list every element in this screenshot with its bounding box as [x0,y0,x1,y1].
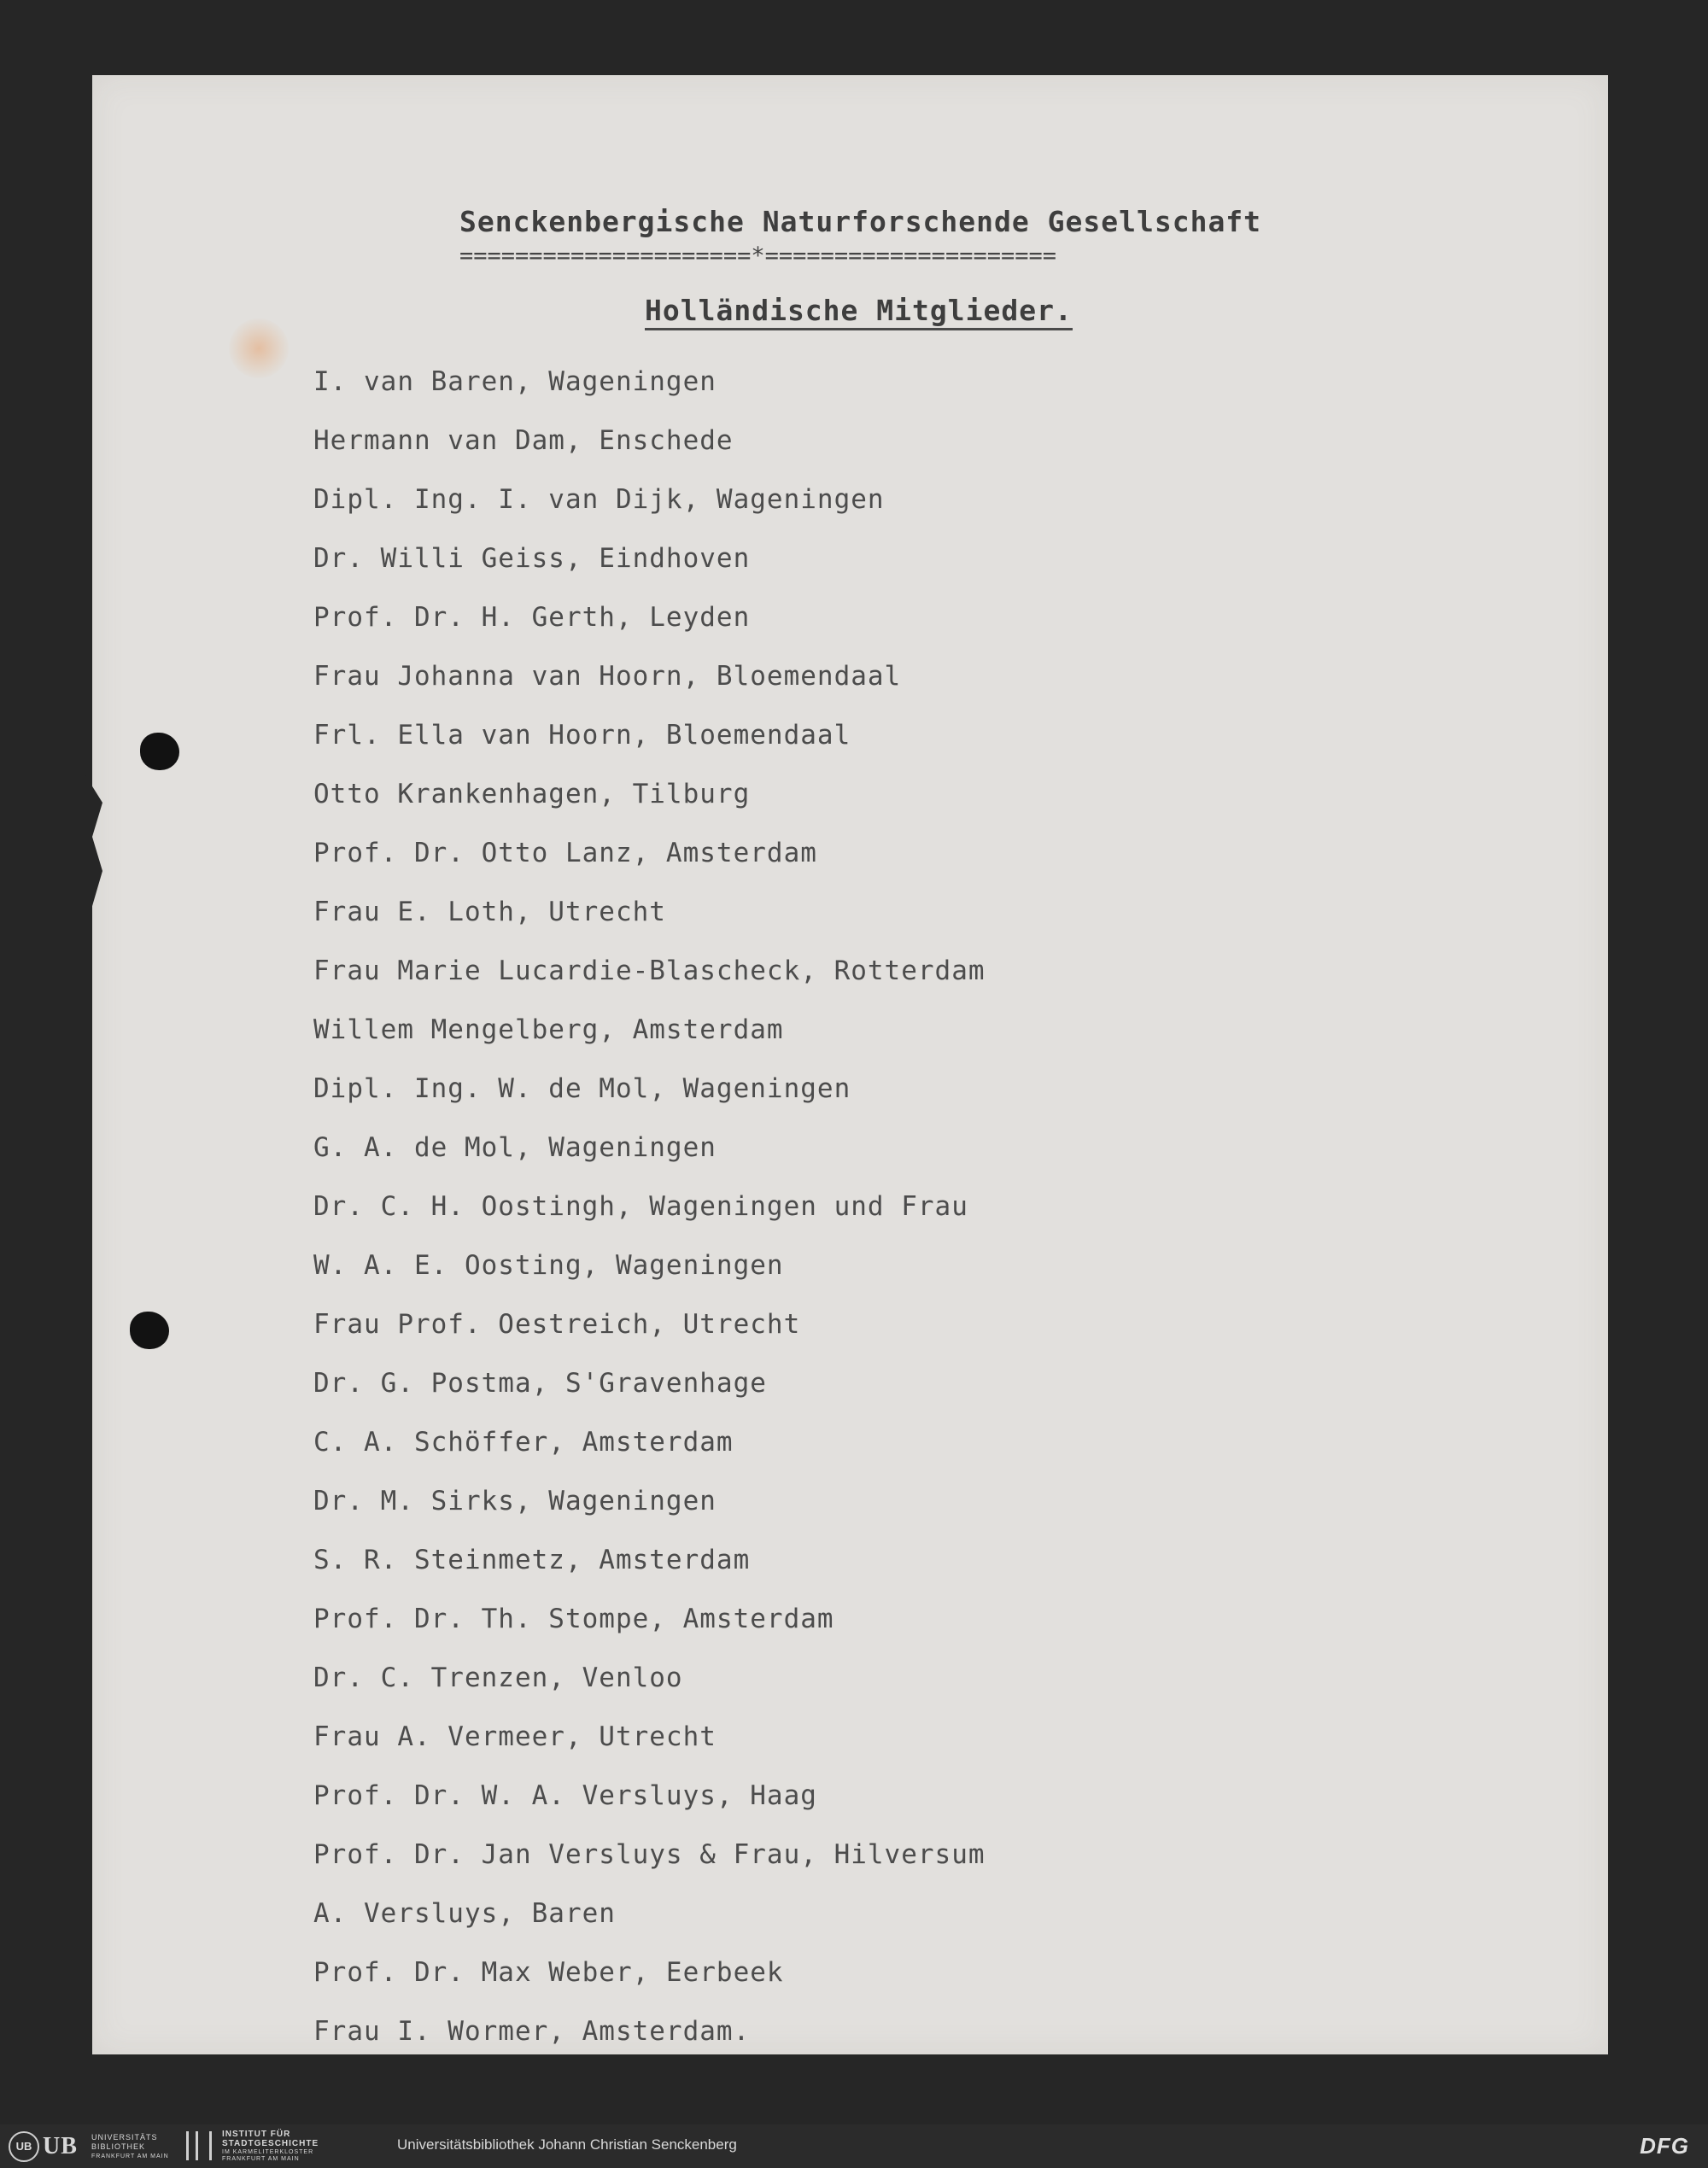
punch-hole [130,1312,169,1349]
isg-logo-line: STADTGESCHICHTE [222,2139,319,2148]
organization-title-underline: =====================*===================== [459,243,1056,269]
member-entry: C. A. Schöffer, Amsterdam [313,1427,734,1458]
member-entry: Frau E. Loth, Utrecht [313,897,666,927]
isg-logo[interactable] [186,2130,374,2164]
isg-logo-line: INSTITUT FÜR [222,2130,291,2139]
member-entry: Dipl. Ing. I. van Dijk, Wageningen [313,484,885,515]
member-entry: Dr. M. Sirks, Wageningen [313,1486,717,1516]
member-entry: Prof. Dr. Otto Lanz, Amsterdam [313,838,817,868]
member-entry: Dr. C. H. Oostingh, Wageningen und Frau [313,1191,968,1222]
paper-stain [229,318,289,378]
member-entry: Prof. Dr. Max Weber, Eerbeek [313,1957,784,1988]
isg-logo-line: IM KARMELITERKLOSTER [222,2149,314,2155]
member-entry: Dr. Willi Geiss, Eindhoven [313,543,751,574]
member-entry: Prof. Dr. W. A. Versluys, Haag [313,1780,817,1811]
dfg-logo[interactable]: DFG [1640,2133,1689,2159]
member-entry: I. van Baren, Wageningen [313,366,717,397]
ub-logo-line: BIBLIOTHEK [91,2142,146,2151]
punch-hole [140,733,179,770]
member-entry: W. A. E. Oosting, Wageningen [313,1250,784,1281]
member-entry: Prof. Dr. Th. Stompe, Amsterdam [313,1604,834,1634]
member-entry: A. Versluys, Baren [313,1898,616,1929]
isg-logo-mark-icon [186,2131,212,2160]
member-entry: Frau Marie Lucardie-Blascheck, Rotterdam [313,955,986,986]
member-entry: Willem Mengelberg, Amsterdam [313,1014,784,1045]
library-caption: Universitätsbibliothek Johann Christian Senckenberg [397,2136,737,2153]
isg-logo-line: FRANKFURT AM MAIN [222,2156,300,2162]
member-entry: Frau Prof. Oestreich, Utrecht [313,1309,801,1340]
member-entry: Prof. Dr. Jan Versluys & Frau, Hilversum [313,1839,986,1870]
ub-logo-mark-icon: UB [9,2131,39,2162]
ub-logo-line: FRANKFURT AM MAIN [91,2153,169,2159]
member-entry: Frau Johanna van Hoorn, Bloemendaal [313,661,902,692]
member-entry: Otto Krankenhagen, Tilburg [313,779,751,809]
member-entry: Frau I. Wormer, Amsterdam. [313,2016,751,2047]
ub-logo[interactable] [9,2131,179,2162]
paper-page [92,75,1608,2054]
member-entry: S. R. Steinmetz, Amsterdam [313,1545,751,1575]
member-entry: G. A. de Mol, Wageningen [313,1132,717,1163]
members-heading: Holländische Mitglieder. [645,294,1073,330]
organization-title: Senckenbergische Naturforschende Gesellschaft [459,205,1262,238]
member-list [313,353,986,2061]
member-entry: Dipl. Ing. W. de Mol, Wageningen [313,1073,851,1104]
member-entry: Prof. Dr. H. Gerth, Leyden [313,602,751,633]
paper-edge-tear [85,775,102,912]
footer-bar [0,2124,1708,2168]
ub-logo-initials: UB [43,2133,78,2159]
member-entry: Frau A. Vermeer, Utrecht [313,1721,717,1752]
member-entry: Frl. Ella van Hoorn, Bloemendaal [313,720,851,751]
member-entry: Hermann van Dam, Enschede [313,425,734,456]
member-entry: Dr. G. Postma, S'Gravenhage [313,1368,767,1399]
ub-logo-line: UNIVERSITÄTS [91,2133,158,2142]
member-entry: Dr. C. Trenzen, Venloo [313,1663,683,1693]
